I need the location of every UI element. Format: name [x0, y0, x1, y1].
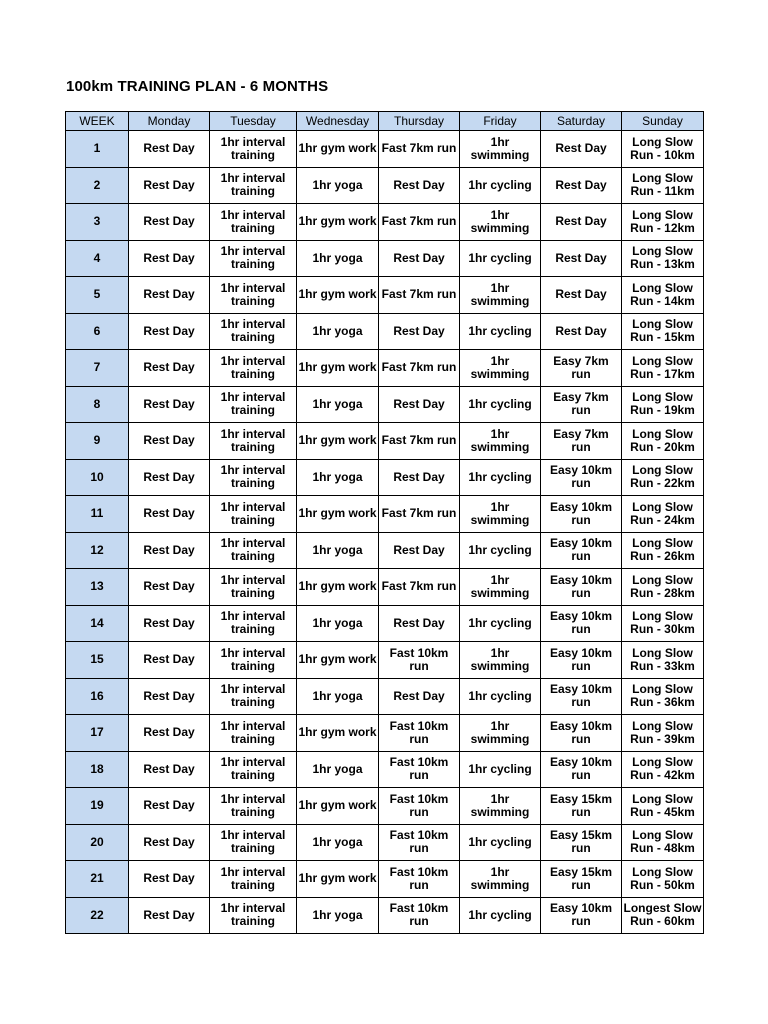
page-title: 100km TRAINING PLAN - 6 MONTHS: [66, 78, 329, 95]
table-cell-monday: Rest Day: [129, 131, 210, 168]
table-row: [66, 386, 704, 423]
week-number: 14: [66, 605, 129, 642]
table-cell-monday: Rest Day: [129, 204, 210, 241]
table-cell-friday: 1hr cycling: [460, 678, 541, 715]
week-number: 12: [66, 532, 129, 569]
table-cell-tuesday: 1hr interval training: [210, 131, 297, 168]
week-number: 10: [66, 459, 129, 496]
column-header-sunday: Sunday: [622, 112, 704, 131]
week-number: 7: [66, 350, 129, 387]
table-row: [66, 204, 704, 241]
column-header-monday: Monday: [129, 112, 210, 131]
table-cell-saturday: Rest Day: [541, 204, 622, 241]
table-cell-saturday: Easy 10km run: [541, 715, 622, 752]
table-cell-friday: 1hr swimming: [460, 715, 541, 752]
table-cell-thursday: Fast 7km run: [379, 204, 460, 241]
column-header-thursday: Thursday: [379, 112, 460, 131]
table-cell-tuesday: 1hr interval training: [210, 751, 297, 788]
table-cell-sunday: Long Slow Run - 19km: [622, 386, 704, 423]
table-cell-thursday: Rest Day: [379, 459, 460, 496]
week-number: 13: [66, 569, 129, 606]
table-cell-monday: Rest Day: [129, 605, 210, 642]
table-cell-friday: 1hr swimming: [460, 788, 541, 825]
table-row: [66, 897, 704, 934]
table-cell-wednesday: 1hr yoga: [297, 167, 379, 204]
table-cell-wednesday: 1hr yoga: [297, 678, 379, 715]
table-cell-sunday: Long Slow Run - 24km: [622, 496, 704, 533]
table-cell-friday: 1hr cycling: [460, 751, 541, 788]
table-cell-monday: Rest Day: [129, 532, 210, 569]
table-cell-monday: Rest Day: [129, 313, 210, 350]
table-cell-monday: Rest Day: [129, 496, 210, 533]
table-cell-friday: 1hr cycling: [460, 313, 541, 350]
column-header-saturday: Saturday: [541, 112, 622, 131]
table-cell-monday: Rest Day: [129, 897, 210, 934]
table-cell-monday: Rest Day: [129, 824, 210, 861]
table-header-row: [66, 112, 704, 131]
table-cell-sunday: Long Slow Run - 13km: [622, 240, 704, 277]
week-number: 15: [66, 642, 129, 679]
table-cell-tuesday: 1hr interval training: [210, 167, 297, 204]
table-cell-friday: 1hr swimming: [460, 131, 541, 168]
table-cell-sunday: Long Slow Run - 36km: [622, 678, 704, 715]
table-cell-monday: Rest Day: [129, 423, 210, 460]
table-cell-sunday: Long Slow Run - 12km: [622, 204, 704, 241]
table-cell-sunday: Long Slow Run - 17km: [622, 350, 704, 387]
table-cell-wednesday: 1hr gym work: [297, 569, 379, 606]
table-cell-wednesday: 1hr yoga: [297, 313, 379, 350]
table-row: [66, 569, 704, 606]
table-cell-friday: 1hr cycling: [460, 824, 541, 861]
table-row: [66, 788, 704, 825]
week-number: 1: [66, 131, 129, 168]
table-row: [66, 131, 704, 168]
table-cell-saturday: Easy 15km run: [541, 788, 622, 825]
week-number: 18: [66, 751, 129, 788]
table-cell-thursday: Fast 7km run: [379, 423, 460, 460]
table-cell-tuesday: 1hr interval training: [210, 386, 297, 423]
table-cell-saturday: Easy 10km run: [541, 751, 622, 788]
table-cell-wednesday: 1hr gym work: [297, 131, 379, 168]
table-row: [66, 423, 704, 460]
table-cell-sunday: Long Slow Run - 11km: [622, 167, 704, 204]
table-cell-friday: 1hr cycling: [460, 459, 541, 496]
table-row: [66, 277, 704, 314]
table-cell-wednesday: 1hr yoga: [297, 459, 379, 496]
table-cell-sunday: Long Slow Run - 15km: [622, 313, 704, 350]
week-number: 22: [66, 897, 129, 934]
week-number: 6: [66, 313, 129, 350]
table-row: [66, 313, 704, 350]
table-cell-friday: 1hr cycling: [460, 167, 541, 204]
table-cell-thursday: Rest Day: [379, 678, 460, 715]
week-number: 20: [66, 824, 129, 861]
table-cell-wednesday: 1hr gym work: [297, 496, 379, 533]
table-cell-sunday: Long Slow Run - 20km: [622, 423, 704, 460]
table-cell-saturday: Easy 10km run: [541, 459, 622, 496]
table-cell-thursday: Fast 10km run: [379, 897, 460, 934]
table-cell-friday: 1hr swimming: [460, 277, 541, 314]
table-cell-saturday: Easy 10km run: [541, 897, 622, 934]
table-cell-tuesday: 1hr interval training: [210, 605, 297, 642]
table-cell-wednesday: 1hr yoga: [297, 532, 379, 569]
table-cell-friday: 1hr swimming: [460, 642, 541, 679]
table-cell-friday: 1hr swimming: [460, 496, 541, 533]
table-cell-wednesday: 1hr yoga: [297, 824, 379, 861]
table-cell-wednesday: 1hr gym work: [297, 788, 379, 825]
table-cell-sunday: Long Slow Run - 45km: [622, 788, 704, 825]
table-cell-saturday: Easy 10km run: [541, 569, 622, 606]
table-cell-wednesday: 1hr gym work: [297, 642, 379, 679]
week-number: 19: [66, 788, 129, 825]
table-cell-sunday: Long Slow Run - 10km: [622, 131, 704, 168]
table-cell-thursday: Fast 7km run: [379, 131, 460, 168]
table-cell-wednesday: 1hr yoga: [297, 240, 379, 277]
table-cell-sunday: Long Slow Run - 42km: [622, 751, 704, 788]
table-cell-tuesday: 1hr interval training: [210, 678, 297, 715]
table-cell-thursday: Fast 10km run: [379, 642, 460, 679]
table-row: [66, 532, 704, 569]
table-row: [66, 459, 704, 496]
table-row: [66, 678, 704, 715]
table-cell-tuesday: 1hr interval training: [210, 715, 297, 752]
training-plan-table: [65, 111, 704, 934]
table-cell-wednesday: 1hr yoga: [297, 751, 379, 788]
table-cell-thursday: Fast 7km run: [379, 496, 460, 533]
table-cell-tuesday: 1hr interval training: [210, 897, 297, 934]
table-cell-tuesday: 1hr interval training: [210, 824, 297, 861]
table-cell-sunday: Long Slow Run - 30km: [622, 605, 704, 642]
table-row: [66, 751, 704, 788]
table-cell-saturday: Rest Day: [541, 167, 622, 204]
table-cell-tuesday: 1hr interval training: [210, 642, 297, 679]
table-cell-wednesday: 1hr yoga: [297, 386, 379, 423]
table-cell-monday: Rest Day: [129, 350, 210, 387]
table-row: [66, 167, 704, 204]
table-cell-sunday: Long Slow Run - 26km: [622, 532, 704, 569]
table-cell-tuesday: 1hr interval training: [210, 204, 297, 241]
table-cell-monday: Rest Day: [129, 459, 210, 496]
table-cell-friday: 1hr cycling: [460, 240, 541, 277]
table-cell-saturday: Rest Day: [541, 277, 622, 314]
column-header-tuesday: Tuesday: [210, 112, 297, 131]
table-cell-friday: 1hr swimming: [460, 423, 541, 460]
table-row: [66, 824, 704, 861]
table-cell-friday: 1hr cycling: [460, 897, 541, 934]
table-cell-friday: 1hr swimming: [460, 350, 541, 387]
table-cell-tuesday: 1hr interval training: [210, 350, 297, 387]
table-row: [66, 715, 704, 752]
table-cell-tuesday: 1hr interval training: [210, 277, 297, 314]
week-number: 5: [66, 277, 129, 314]
table-cell-thursday: Fast 7km run: [379, 277, 460, 314]
table-cell-saturday: Easy 7km run: [541, 386, 622, 423]
table-cell-saturday: Rest Day: [541, 131, 622, 168]
table-cell-tuesday: 1hr interval training: [210, 496, 297, 533]
table-cell-saturday: Easy 10km run: [541, 678, 622, 715]
table-cell-monday: Rest Day: [129, 167, 210, 204]
week-number: 16: [66, 678, 129, 715]
week-number: 4: [66, 240, 129, 277]
table-cell-wednesday: 1hr gym work: [297, 715, 379, 752]
table-cell-saturday: Easy 10km run: [541, 532, 622, 569]
table-cell-tuesday: 1hr interval training: [210, 459, 297, 496]
table-cell-saturday: Easy 10km run: [541, 605, 622, 642]
table-cell-monday: Rest Day: [129, 569, 210, 606]
table-cell-wednesday: 1hr gym work: [297, 204, 379, 241]
table-cell-friday: 1hr cycling: [460, 605, 541, 642]
table-cell-monday: Rest Day: [129, 240, 210, 277]
table-cell-thursday: Fast 7km run: [379, 350, 460, 387]
week-number: 21: [66, 861, 129, 898]
table-cell-monday: Rest Day: [129, 715, 210, 752]
table-cell-wednesday: 1hr yoga: [297, 605, 379, 642]
table-cell-thursday: Rest Day: [379, 240, 460, 277]
table-cell-monday: Rest Day: [129, 386, 210, 423]
table-cell-wednesday: 1hr yoga: [297, 897, 379, 934]
table-cell-saturday: Easy 15km run: [541, 861, 622, 898]
table-row: [66, 642, 704, 679]
table-cell-thursday: Rest Day: [379, 605, 460, 642]
table-cell-saturday: Easy 15km run: [541, 824, 622, 861]
table-cell-wednesday: 1hr gym work: [297, 861, 379, 898]
table-row: [66, 350, 704, 387]
table-cell-thursday: Fast 10km run: [379, 751, 460, 788]
table-cell-thursday: Rest Day: [379, 313, 460, 350]
table-cell-friday: 1hr swimming: [460, 204, 541, 241]
table-cell-tuesday: 1hr interval training: [210, 861, 297, 898]
table-cell-thursday: Fast 10km run: [379, 788, 460, 825]
table-cell-monday: Rest Day: [129, 277, 210, 314]
table-cell-thursday: Fast 10km run: [379, 861, 460, 898]
table-cell-sunday: Longest Slow Run - 60km: [622, 897, 704, 934]
week-number: 11: [66, 496, 129, 533]
table-row: [66, 240, 704, 277]
week-number: 3: [66, 204, 129, 241]
week-number: 2: [66, 167, 129, 204]
table-cell-monday: Rest Day: [129, 788, 210, 825]
table-row: [66, 861, 704, 898]
table-cell-wednesday: 1hr gym work: [297, 277, 379, 314]
table-row: [66, 496, 704, 533]
table-cell-monday: Rest Day: [129, 642, 210, 679]
week-number: 8: [66, 386, 129, 423]
column-header-friday: Friday: [460, 112, 541, 131]
table-cell-thursday: Fast 10km run: [379, 824, 460, 861]
column-header-wednesday: Wednesday: [297, 112, 379, 131]
table-row: [66, 605, 704, 642]
table-cell-monday: Rest Day: [129, 751, 210, 788]
table-cell-friday: 1hr cycling: [460, 532, 541, 569]
table-cell-sunday: Long Slow Run - 33km: [622, 642, 704, 679]
week-number: 17: [66, 715, 129, 752]
table-cell-tuesday: 1hr interval training: [210, 313, 297, 350]
week-number: 9: [66, 423, 129, 460]
table-cell-thursday: Fast 10km run: [379, 715, 460, 752]
table-cell-saturday: Easy 7km run: [541, 423, 622, 460]
table-cell-sunday: Long Slow Run - 50km: [622, 861, 704, 898]
table-cell-thursday: Rest Day: [379, 386, 460, 423]
column-header-week: WEEK: [66, 112, 129, 131]
table-cell-thursday: Fast 7km run: [379, 569, 460, 606]
table-cell-friday: 1hr cycling: [460, 386, 541, 423]
table-cell-thursday: Rest Day: [379, 167, 460, 204]
table-cell-monday: Rest Day: [129, 861, 210, 898]
table-cell-saturday: Easy 7km run: [541, 350, 622, 387]
table-body: [66, 131, 704, 934]
table-cell-sunday: Long Slow Run - 28km: [622, 569, 704, 606]
table-cell-wednesday: 1hr gym work: [297, 423, 379, 460]
table-cell-saturday: Rest Day: [541, 240, 622, 277]
table-cell-sunday: Long Slow Run - 14km: [622, 277, 704, 314]
table-cell-tuesday: 1hr interval training: [210, 788, 297, 825]
table-cell-saturday: Rest Day: [541, 313, 622, 350]
table-cell-tuesday: 1hr interval training: [210, 423, 297, 460]
table-cell-saturday: Easy 10km run: [541, 496, 622, 533]
table-cell-friday: 1hr swimming: [460, 569, 541, 606]
table-cell-tuesday: 1hr interval training: [210, 532, 297, 569]
table-cell-tuesday: 1hr interval training: [210, 569, 297, 606]
table-cell-sunday: Long Slow Run - 39km: [622, 715, 704, 752]
table-cell-sunday: Long Slow Run - 48km: [622, 824, 704, 861]
table-cell-thursday: Rest Day: [379, 532, 460, 569]
table-cell-wednesday: 1hr gym work: [297, 350, 379, 387]
table-cell-monday: Rest Day: [129, 678, 210, 715]
table-cell-tuesday: 1hr interval training: [210, 240, 297, 277]
table-cell-sunday: Long Slow Run - 22km: [622, 459, 704, 496]
table-cell-friday: 1hr swimming: [460, 861, 541, 898]
table-cell-saturday: Easy 10km run: [541, 642, 622, 679]
